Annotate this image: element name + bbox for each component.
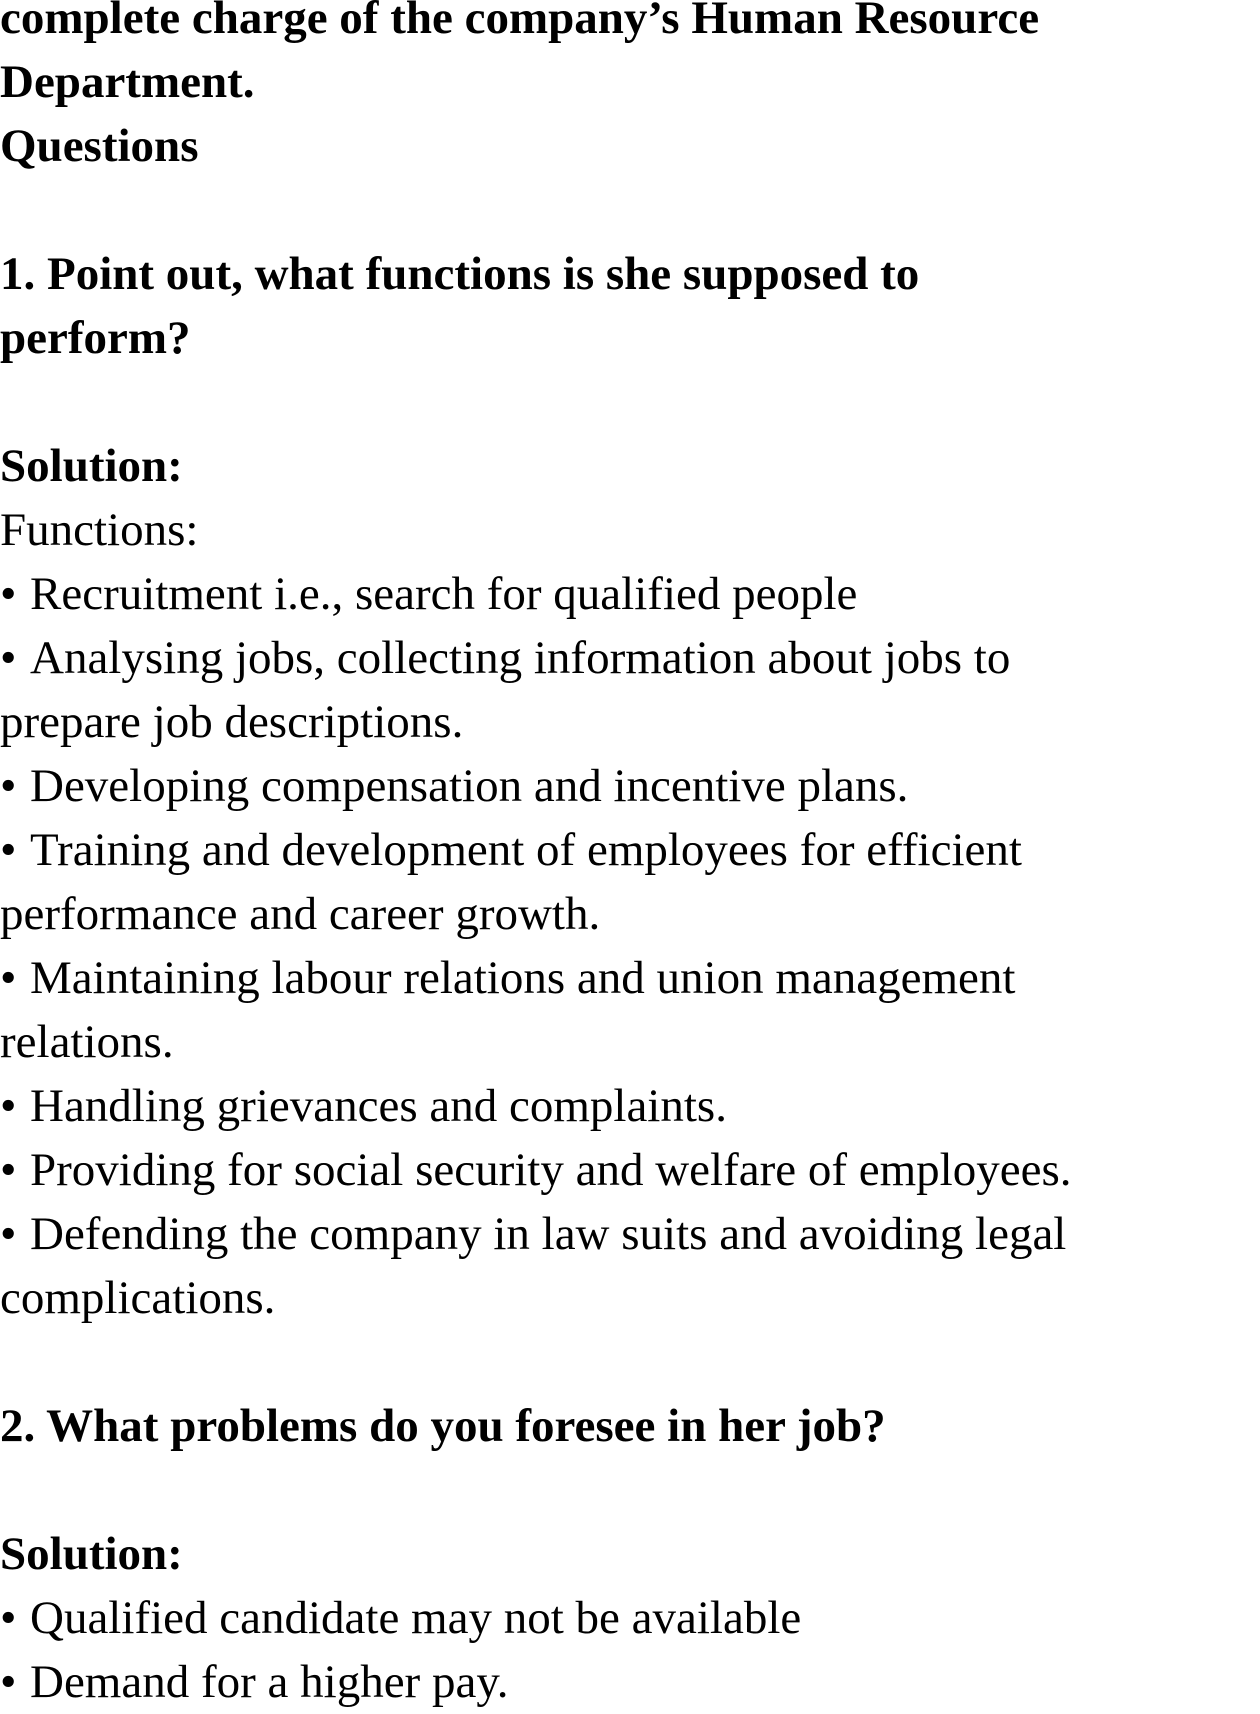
- list-item: [0, 754, 1260, 818]
- intro-line-2: Department.: [0, 56, 255, 108]
- bullet-icon: •: [0, 1080, 17, 1132]
- list-item: [0, 1586, 1260, 1650]
- list-item: [0, 946, 1260, 1010]
- spacer: [0, 1330, 1260, 1394]
- spacer: [0, 1458, 1260, 1522]
- list-item: [0, 1650, 1260, 1714]
- list-item-text: Demand for a higher pay.: [30, 1656, 509, 1708]
- list-item-continuation: relations.: [0, 1016, 174, 1068]
- list-item: [0, 818, 1260, 882]
- bullet-icon: •: [0, 632, 17, 684]
- list-item: [0, 1202, 1260, 1266]
- question-1-line-1: 1. Point out, what functions is she supposed to: [0, 248, 920, 300]
- solution-1-label: Solution:: [0, 440, 183, 492]
- list-item-text: Defending the company in law suits and avoiding legal: [30, 1208, 1067, 1260]
- problems-list: [0, 1586, 1260, 1714]
- bullet-icon: •: [0, 1592, 17, 1644]
- list-item-text: Recruitment i.e., search for qualified people: [30, 568, 858, 620]
- list-item: [0, 1138, 1260, 1202]
- list-item-text: Developing compensation and incentive plans.: [30, 760, 909, 812]
- list-item-continuation: complications.: [0, 1272, 276, 1324]
- bullet-icon: •: [0, 1208, 17, 1260]
- bullet-icon: •: [0, 568, 17, 620]
- bullet-icon: •: [0, 952, 17, 1004]
- list-item-text: Maintaining labour relations and union management: [30, 952, 1016, 1004]
- questions-heading: Questions: [0, 120, 199, 172]
- list-item-text: Analysing jobs, collecting information about jobs to: [30, 632, 1011, 684]
- list-item: [0, 626, 1260, 690]
- list-item-text: Handling grievances and complaints.: [30, 1080, 727, 1132]
- list-item-text: Qualified candidate may not be available: [30, 1592, 802, 1644]
- list-item-text: Providing for social security and welfare of employees.: [30, 1144, 1072, 1196]
- spacer: [0, 370, 1260, 434]
- bullet-icon: •: [0, 1656, 17, 1708]
- list-item-continuation: performance and career growth.: [0, 888, 601, 940]
- list-item: [0, 1074, 1260, 1138]
- list-item-continuation: prepare job descriptions.: [0, 696, 464, 748]
- solution-2-label: Solution:: [0, 1528, 183, 1580]
- bullet-icon: •: [0, 1144, 17, 1196]
- functions-label: Functions:: [0, 504, 199, 556]
- list-item-text: Training and development of employees for efficient: [30, 824, 1022, 876]
- question-2-line-1: 2. What problems do you foresee in her job?: [0, 1400, 886, 1452]
- question-1-line-2: perform?: [0, 312, 191, 364]
- spacer: [0, 178, 1260, 242]
- list-item: [0, 562, 1260, 626]
- intro-line-1: complete charge of the company’s Human Resource: [0, 0, 1040, 44]
- functions-list: [0, 562, 1260, 1330]
- bullet-icon: •: [0, 760, 17, 812]
- bullet-icon: •: [0, 824, 17, 876]
